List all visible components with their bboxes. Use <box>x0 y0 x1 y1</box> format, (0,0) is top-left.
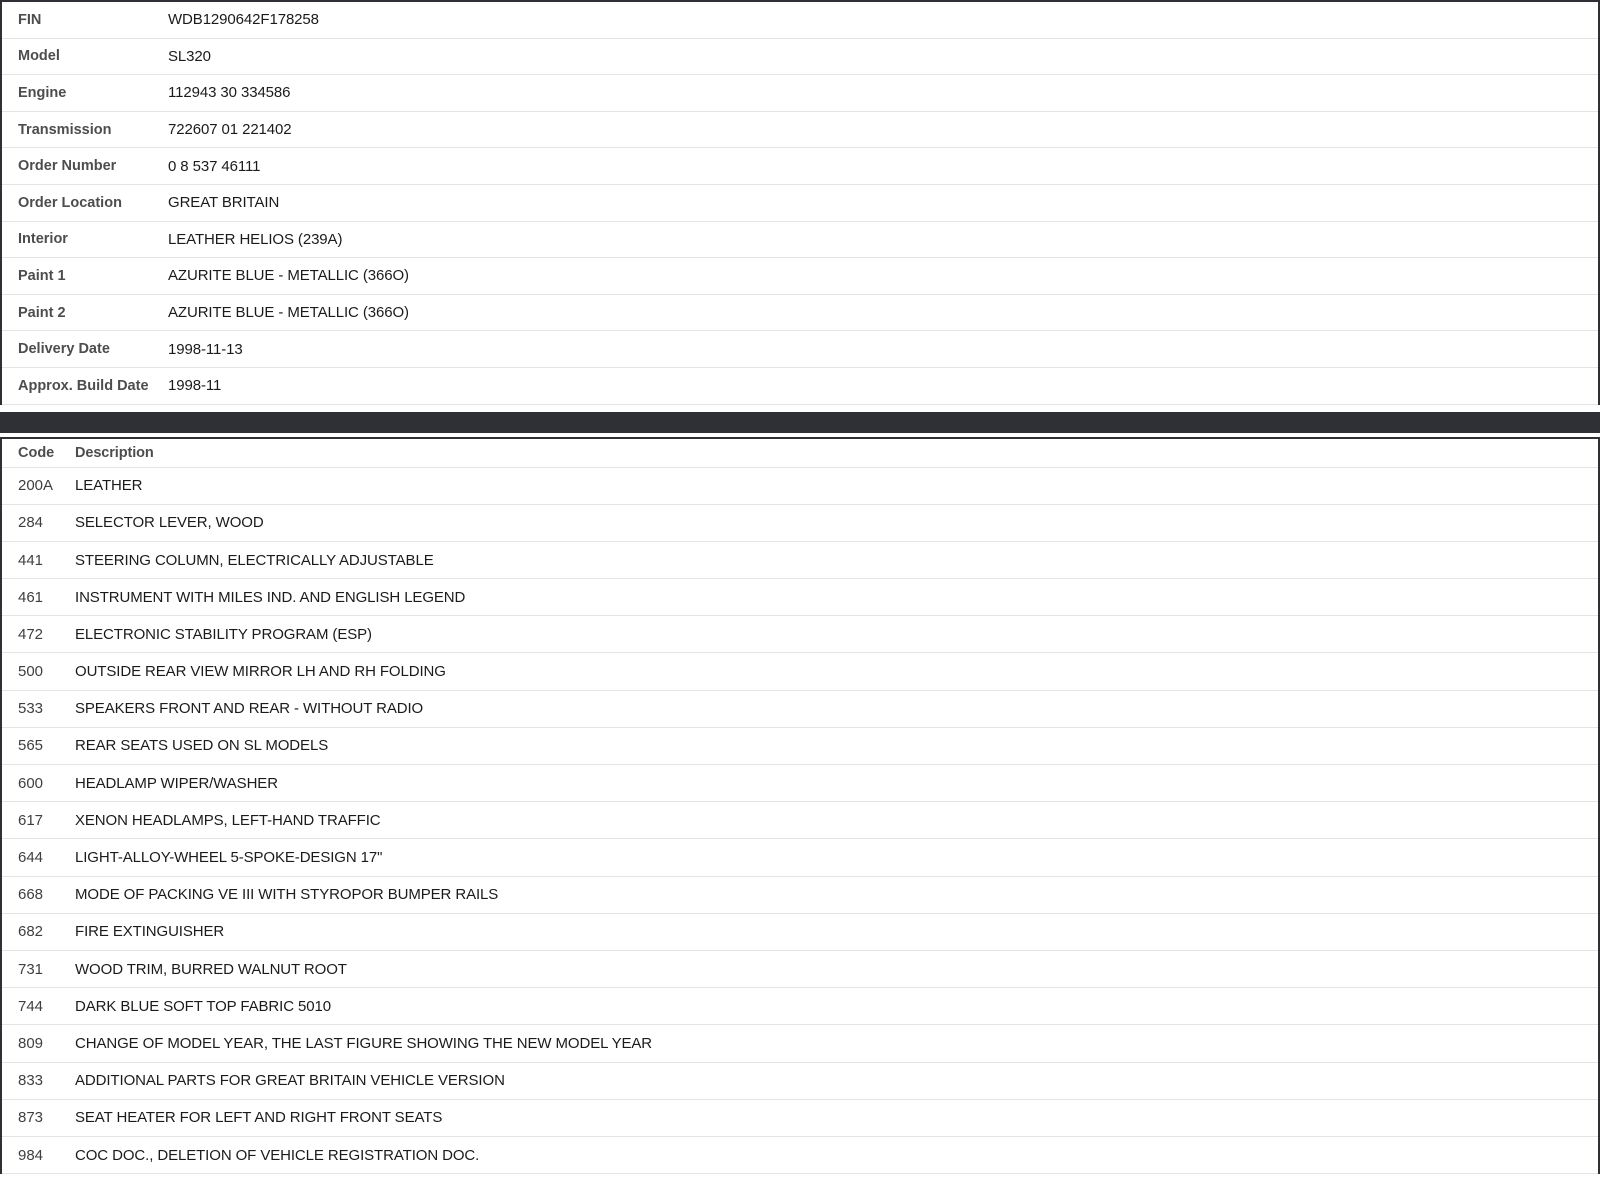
info-row <box>2 112 1598 149</box>
option-description: FIRE EXTINGUISHER <box>75 923 225 941</box>
option-code: 682 <box>18 923 44 941</box>
option-row <box>2 839 1598 876</box>
option-description: ELECTRONIC STABILITY PROGRAM (ESP) <box>75 625 372 643</box>
option-code: 600 <box>18 774 44 792</box>
option-code: 984 <box>18 1146 44 1164</box>
option-code: 833 <box>18 1072 44 1090</box>
info-row <box>2 2 1598 39</box>
options-header-row <box>2 439 1598 468</box>
option-row <box>2 468 1598 505</box>
info-label: Transmission <box>18 121 112 138</box>
option-description: CHANGE OF MODEL YEAR, THE LAST FIGURE SHOWING THE NEW MODEL YEAR <box>75 1034 653 1052</box>
info-label: Model <box>18 48 60 65</box>
option-row <box>2 914 1598 951</box>
info-value: 0 8 537 46111 <box>168 157 261 175</box>
info-value: AZURITE BLUE - METALLIC (366O) <box>168 304 409 322</box>
option-description: INSTRUMENT WITH MILES IND. AND ENGLISH LEGEND <box>75 588 466 606</box>
info-row <box>2 185 1598 222</box>
option-description: WOOD TRIM, BURRED WALNUT ROOT <box>75 960 347 978</box>
info-label: Delivery Date <box>18 341 110 358</box>
column-header-code: Code <box>18 444 55 461</box>
option-description: COC DOC., DELETION OF VEHICLE REGISTRATION DOC. <box>75 1146 480 1164</box>
option-description: HEADLAMP WIPER/WASHER <box>75 774 278 792</box>
option-code: 500 <box>18 663 44 681</box>
info-label: Order Location <box>18 194 122 211</box>
info-label: Engine <box>18 84 67 101</box>
info-row <box>2 331 1598 368</box>
option-code: 744 <box>18 997 44 1015</box>
option-code: 565 <box>18 737 44 755</box>
info-value: SL320 <box>168 47 211 65</box>
info-label: Interior <box>18 231 68 248</box>
option-row <box>2 802 1598 839</box>
info-row <box>2 258 1598 295</box>
option-description: REAR SEATS USED ON SL MODELS <box>75 737 329 755</box>
info-label: Paint 2 <box>18 304 66 321</box>
option-row <box>2 579 1598 616</box>
section-divider-bar <box>0 412 1600 433</box>
info-row <box>2 75 1598 112</box>
info-value: WDB1290642F178258 <box>168 11 319 29</box>
info-value: AZURITE BLUE - METALLIC (366O) <box>168 267 409 285</box>
option-description: STEERING COLUMN, ELECTRICALLY ADJUSTABLE <box>75 551 434 569</box>
option-code: 617 <box>18 811 44 829</box>
options-table <box>0 437 1600 1175</box>
option-code: 668 <box>18 886 44 904</box>
option-code: 200A <box>18 477 54 495</box>
option-row <box>2 691 1598 728</box>
option-description: ADDITIONAL PARTS FOR GREAT BRITAIN VEHICLE VERSION <box>75 1072 505 1090</box>
option-row <box>2 728 1598 765</box>
info-value: 722607 01 221402 <box>168 121 292 139</box>
vehicle-info-table <box>0 0 1600 405</box>
option-row <box>2 877 1598 914</box>
info-label: FIN <box>18 11 42 28</box>
option-code: 533 <box>18 700 44 718</box>
option-row <box>2 988 1598 1025</box>
vehicle-info-rows <box>2 2 1598 405</box>
option-row <box>2 505 1598 542</box>
info-row <box>2 368 1598 405</box>
option-description: SEAT HEATER FOR LEFT AND RIGHT FRONT SEATS <box>75 1109 443 1127</box>
info-label: Paint 1 <box>18 267 66 284</box>
info-value: 112943 30 334586 <box>168 84 291 102</box>
option-description: SELECTOR LEVER, WOOD <box>75 514 264 532</box>
option-description: LIGHT-ALLOY-WHEEL 5-SPOKE-DESIGN 17" <box>75 849 383 866</box>
info-row <box>2 222 1598 259</box>
option-description: XENON HEADLAMPS, LEFT-HAND TRAFFIC <box>75 811 381 829</box>
option-description: MODE OF PACKING VE III WITH STYROPOR BUMPER RAILS <box>75 886 499 904</box>
option-row <box>2 1063 1598 1100</box>
info-value: 1998-11-13 <box>168 340 243 358</box>
option-code: 461 <box>18 588 44 606</box>
option-code: 644 <box>18 849 44 866</box>
option-code: 441 <box>18 551 44 569</box>
options-rows <box>2 468 1598 1175</box>
option-code: 472 <box>18 625 44 643</box>
option-row <box>2 1025 1598 1062</box>
info-row <box>2 148 1598 185</box>
option-row <box>2 765 1598 802</box>
info-row <box>2 295 1598 332</box>
option-code: 809 <box>18 1034 44 1052</box>
info-label: Order Number <box>18 158 117 175</box>
option-row <box>2 951 1598 988</box>
column-header-description: Description <box>75 444 154 461</box>
option-code: 731 <box>18 960 44 978</box>
info-value: 1998-11 <box>168 377 222 395</box>
info-value: GREAT BRITAIN <box>168 194 280 212</box>
option-description: DARK BLUE SOFT TOP FABRIC 5010 <box>75 997 331 1015</box>
option-description: SPEAKERS FRONT AND REAR - WITHOUT RADIO <box>75 700 424 718</box>
info-label: Approx. Build Date <box>18 377 149 394</box>
info-row <box>2 39 1598 76</box>
option-row <box>2 653 1598 690</box>
option-row <box>2 542 1598 579</box>
option-code: 284 <box>18 514 44 532</box>
option-description: OUTSIDE REAR VIEW MIRROR LH AND RH FOLDING <box>75 663 446 681</box>
option-code: 873 <box>18 1109 44 1127</box>
info-value: LEATHER HELIOS (239A) <box>168 230 343 248</box>
option-row <box>2 616 1598 653</box>
option-description: LEATHER <box>75 477 143 495</box>
option-row <box>2 1137 1598 1174</box>
option-row <box>2 1100 1598 1137</box>
